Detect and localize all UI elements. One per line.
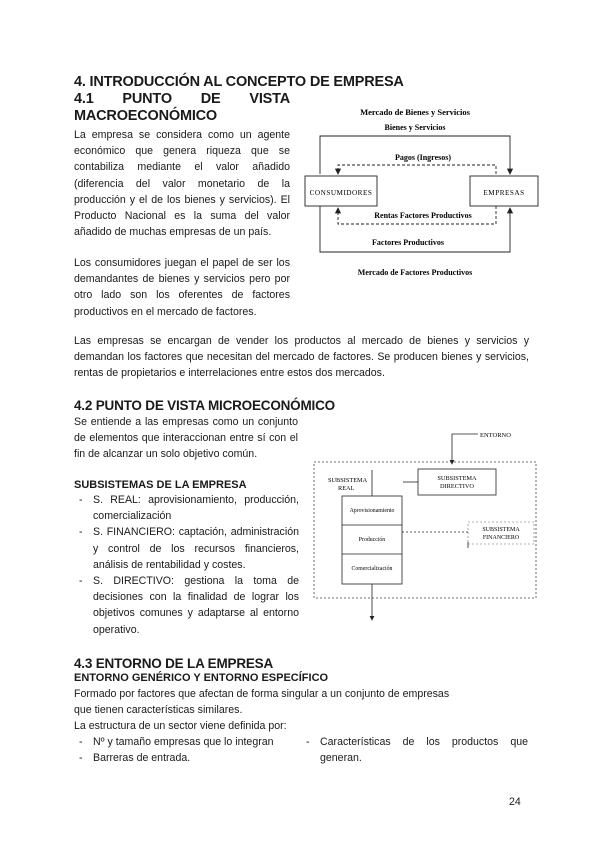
rents-label: Rentas Factores Productivos — [374, 211, 472, 220]
consumers-label: CONSUMIDORES — [309, 189, 373, 197]
real-subsystem-label-1: SUBSISTEMA — [328, 477, 368, 484]
subsection-title-4-1 — [74, 91, 290, 107]
list-item-text: Características de los productos que — [320, 736, 528, 748]
list-item: - Nº y tamaño empresas que lo integran — [79, 736, 274, 748]
environment-line-1: Formado por factores que afectan de forma singular a un conjunto de empresas — [74, 688, 450, 700]
list-item: - Barreras de entrada. — [79, 752, 191, 765]
subsystems-heading: SUBSISTEMAS DE LA EMPRESA — [74, 479, 247, 491]
environment-arrow — [452, 434, 478, 464]
environment-line-2: que tienen características similares. — [74, 704, 243, 716]
title-word: VISTA — [249, 91, 290, 107]
sector-list-right — [306, 734, 528, 766]
real-subsystem-label-2: REAL — [338, 485, 355, 492]
market-goods-label: Mercado de Bienes y Servicios — [360, 107, 470, 117]
goods-flow-label: Bienes y Servicios — [384, 123, 446, 132]
sector-list-left — [79, 734, 293, 766]
paragraph-micro: Se entiende a las empresas como un conjunto de elementos que interaccionan entre sí con el fin de alcanzar un solo objetivo común. — [74, 416, 298, 461]
list-item-text: generan. — [320, 752, 362, 765]
paragraph-macro-2: Los consumidores juegan el papel de ser los demandantes de bienes y servicios pero por otro lado son los oferentes de factores productivos en el mercado de factores. — [74, 257, 290, 318]
marketing-label: Comercialización — [351, 566, 393, 572]
circular-flow-diagram — [300, 102, 540, 284]
list-item: - S. REAL: aprovisionamiento, producción, comercialización — [79, 494, 299, 523]
list-item-text: Nº y tamaño empresas que lo integran — [93, 736, 274, 748]
directive-subsystem-box — [418, 469, 496, 495]
subsystems-diagram — [308, 420, 540, 626]
financial-subsystem-label-1: SUBSISTEMA — [482, 527, 520, 533]
directive-subsystem-label-2: DIRECTIVO — [440, 483, 474, 490]
environment-line-3: La estructura de un sector viene definida por: — [74, 720, 287, 732]
payments-flow-arrow — [338, 165, 496, 174]
paragraph-macro-3: Las empresas se encargan de vender los productos al mercado de bienes y servicios y demandan los factores que necesitan del mercado de factores. Se producen bienes y servicios, rentas de propietarios e interrelaciones entre estos dos mercados. — [74, 335, 529, 380]
production-label: Producción — [358, 537, 386, 543]
factors-label: Factores Productivos — [372, 238, 444, 247]
list-item-text: S. FINANCIERO: captación, administración y control de los recursos financieros, análisis de rentabilidad y costes. — [93, 526, 299, 571]
environment-heading: ENTORNO GENÉRICO Y ENTORNO ESPECÍFICO — [74, 672, 329, 684]
list-item-text: S. DIRECTIVO: gestiona la toma de decisiones con la finalidad de lograr los objetivos comunes y adaptarse al entorno operativo. — [93, 575, 299, 636]
list-item: - Características de los productos que generan. — [320, 734, 528, 766]
title-word: DE — [200, 91, 221, 107]
environment-label: ENTORNO — [480, 432, 511, 439]
procurement-label: Aprovisionamiento — [349, 508, 395, 514]
companies-label: EMPRESAS — [483, 189, 525, 197]
section-title: 4. INTRODUCCIÓN AL CONCEPTO DE EMPRESA — [74, 74, 404, 90]
directive-subsystem-label-1: SUBSISTEMA — [437, 475, 477, 482]
page-number: 24 — [509, 796, 521, 808]
list-item: - S. FINANCIERO: captación, administración y control de los recursos financieros, análisis de rentabilidad y costes. — [79, 526, 299, 571]
paragraph-macro-1: La empresa se considera como un agente económico que genera riqueza que se contabiliza mediante el valor añadido (diferencia del valor monetario de la producción y el de los bienes y servicios). El Producto Nacional es la suma del valor añadido de muchas empresas de un país. — [74, 129, 290, 239]
list-item: - S. DIRECTIVO: gestiona la toma de decisiones con la finalidad de lograr los objetivos comunes y adaptarse al entorno operativo. — [79, 575, 299, 636]
list-item-text: Barreras de entrada. — [93, 752, 191, 765]
title-word: PUNTO — [122, 91, 172, 107]
financial-subsystem-label-2: FINANCIERO — [482, 535, 520, 541]
subsection-title-4-2: 4.2 PUNTO DE VISTA MICROECONÓMICO — [74, 398, 335, 413]
subsection-title-4-3: 4.3 ENTORNO DE LA EMPRESA — [74, 656, 274, 671]
subsection-title-4-1-line2: MACROECONÓMICO — [74, 108, 218, 124]
subsystems-list — [79, 492, 299, 638]
title-word: 4.1 — [74, 91, 94, 107]
list-item-text: S. REAL: aprovisionamiento, producción, comercialización — [93, 494, 299, 523]
market-factors-label: Mercado de Factores Productivos — [357, 268, 473, 277]
payments-label: Pagos (Ingresos) — [394, 153, 452, 162]
